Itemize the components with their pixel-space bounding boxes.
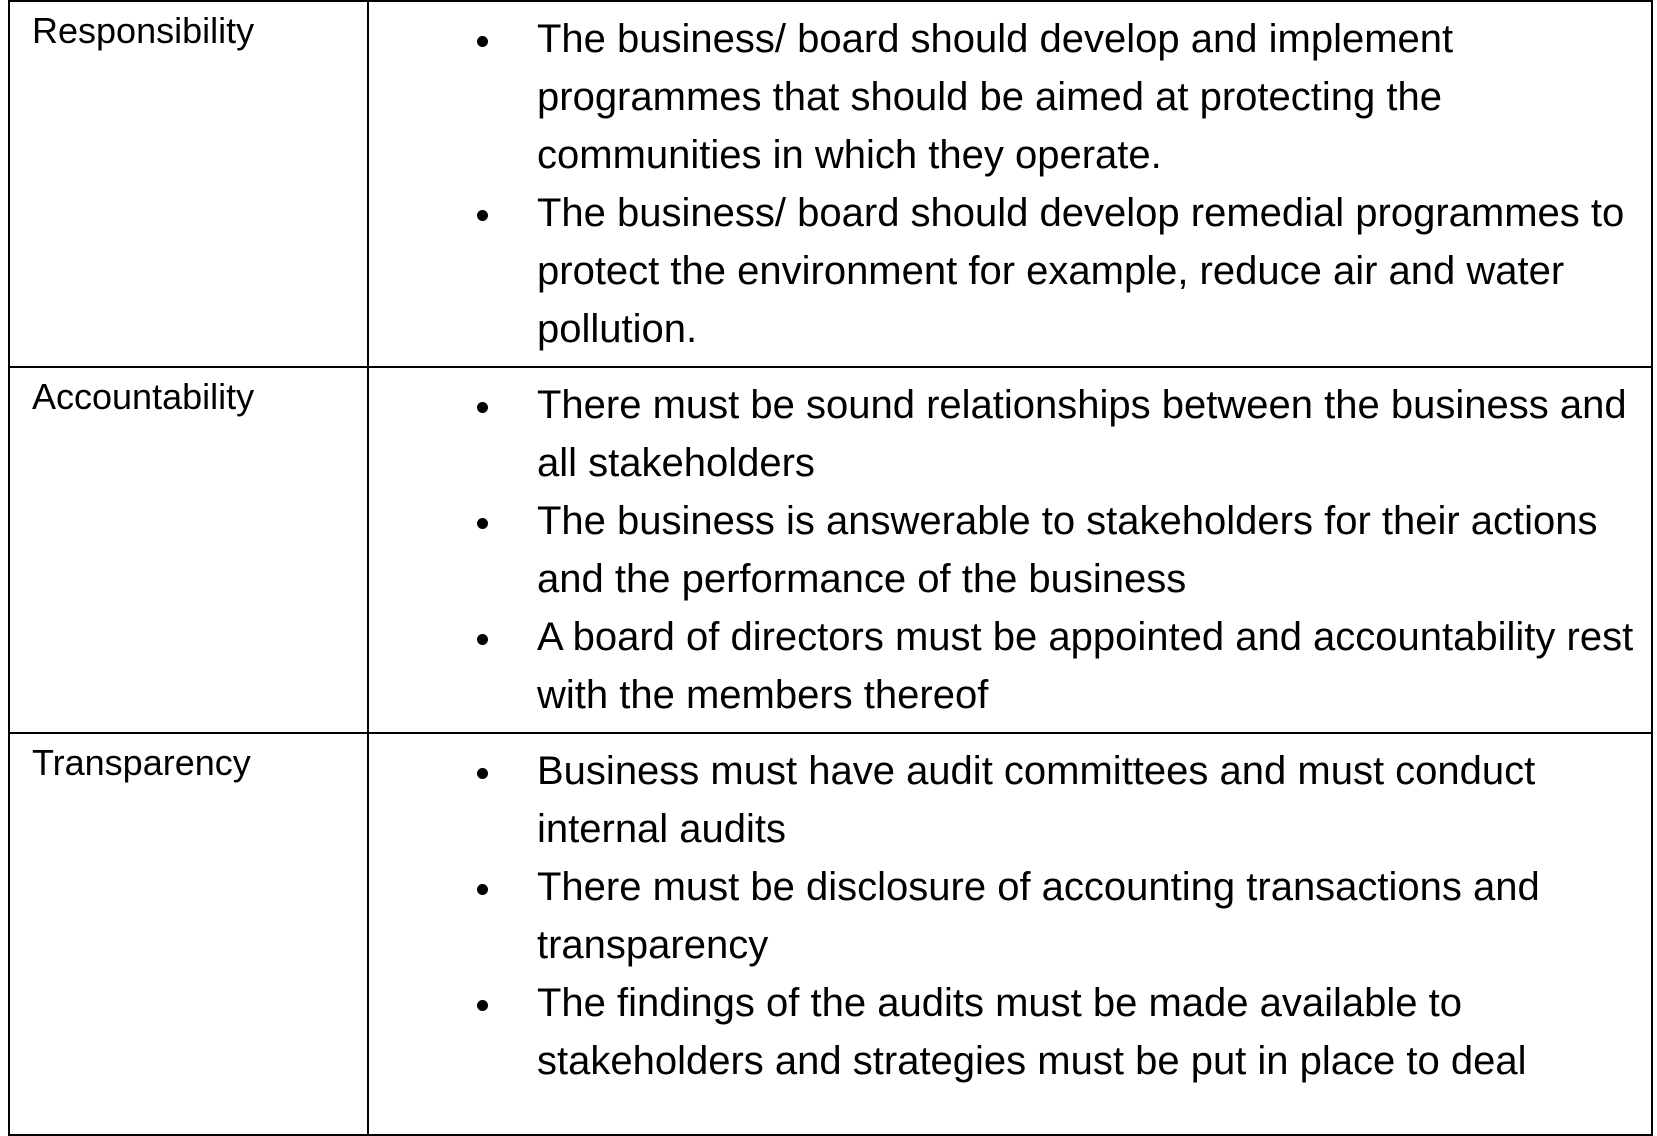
table-row-transparency <box>9 733 1652 1135</box>
bullet-text: The findings of the audits must be made available to stakeholders and strategies must be put in place to deal <box>537 981 1527 1083</box>
term-cell <box>9 733 368 1135</box>
governance-table <box>8 0 1653 1136</box>
term-label: Responsibility <box>32 10 255 51</box>
bullet-icon <box>477 634 488 645</box>
list-item <box>369 184 1651 358</box>
bullet-icon <box>477 36 488 47</box>
bullet-text: A board of directors must be appointed and accountability rest with the members thereof <box>537 615 1634 717</box>
term-label: Transparency <box>32 742 251 783</box>
table-row-responsibility <box>9 1 1652 367</box>
description-cell <box>368 1 1652 367</box>
list-item <box>369 742 1651 858</box>
list-item <box>369 492 1651 608</box>
bullet-icon <box>477 884 488 895</box>
list-item <box>369 376 1651 492</box>
bullet-text: The business/ board should develop and implement programmes that should be aimed at protecting the communities in which they operate. <box>537 17 1454 177</box>
bullet-list <box>369 368 1651 732</box>
description-cell <box>368 733 1652 1135</box>
term-cell <box>9 367 368 733</box>
description-cell <box>368 367 1652 733</box>
bullet-icon <box>477 210 488 221</box>
list-item <box>369 10 1651 184</box>
term-label: Accountability <box>32 376 255 417</box>
bullet-text: The business is answerable to stakeholders for their actions and the performance of the business <box>537 499 1598 601</box>
bullet-icon <box>477 518 488 529</box>
bullet-text: There must be sound relationships between the business and all stakeholders <box>537 383 1627 485</box>
table-row-accountability <box>9 367 1652 733</box>
bullet-icon <box>477 768 488 779</box>
bullet-text: There must be disclosure of accounting transactions and transparency <box>537 865 1540 967</box>
term-cell <box>9 1 368 367</box>
bullet-icon <box>477 1000 488 1011</box>
bullet-list <box>369 2 1651 366</box>
bullet-list <box>369 734 1651 1098</box>
list-item <box>369 974 1651 1090</box>
list-item <box>369 858 1651 974</box>
bullet-text: Business must have audit committees and must conduct internal audits <box>537 749 1536 851</box>
bullet-text: The business/ board should develop remedial programmes to protect the environment for example, reduce air and water pollution. <box>537 191 1625 351</box>
bullet-icon <box>477 402 488 413</box>
list-item <box>369 608 1651 724</box>
